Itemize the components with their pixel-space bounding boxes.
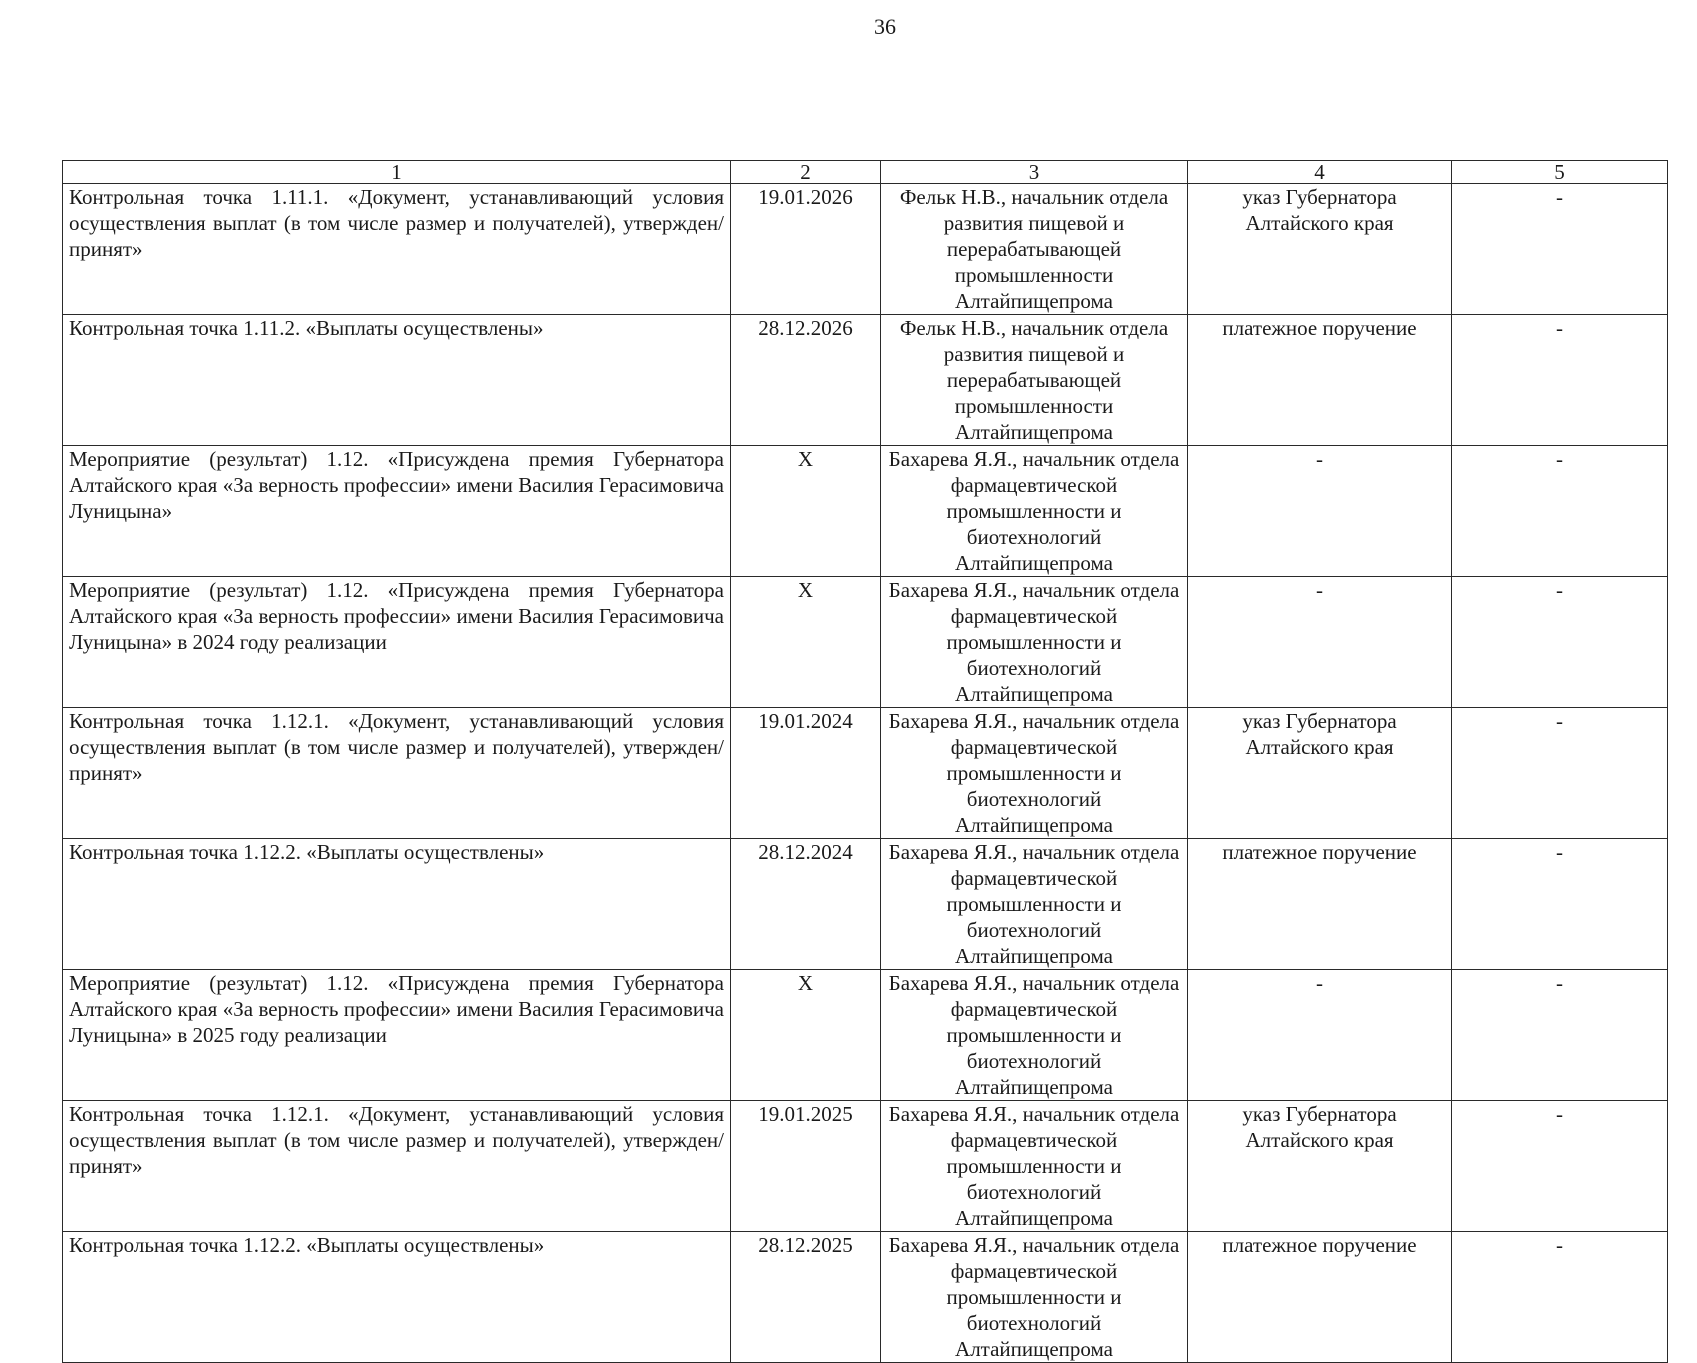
responsible-cell: Бахарева Я.Я., начальник отдела фармацевтической промышленности и биотехнологий Алтайпищепрома bbox=[881, 970, 1188, 1101]
date-cell: 28.12.2026 bbox=[731, 315, 881, 446]
responsible-cell: Бахарева Я.Я., начальник отдела фармацевтической промышленности и биотехнологий Алтайпищепрома bbox=[881, 1232, 1188, 1363]
column-number-5: 5 bbox=[1452, 161, 1668, 184]
event-name-cell: Контрольная точка 1.12.1. «Документ, устанавливающий условия осуществления выплат (в том числе размер и получателей), утвержден/принят» bbox=[63, 1101, 731, 1232]
document-cell: платежное поручение bbox=[1188, 839, 1452, 970]
table-row bbox=[63, 708, 1668, 839]
event-name-cell: Контрольная точка 1.12.2. «Выплаты осуществлены» bbox=[63, 839, 731, 970]
document-cell: - bbox=[1188, 446, 1452, 577]
responsible-cell: Бахарева Я.Я., начальник отдела фармацевтической промышленности и биотехнологий Алтайпищепрома bbox=[881, 446, 1188, 577]
date-cell: 28.12.2025 bbox=[731, 1232, 881, 1363]
table-row bbox=[63, 577, 1668, 708]
column-number-3: 3 bbox=[881, 161, 1188, 184]
control-points-table bbox=[62, 160, 1668, 1363]
document-cell: - bbox=[1188, 577, 1452, 708]
date-cell: 19.01.2024 bbox=[731, 708, 881, 839]
date-cell: X bbox=[731, 446, 881, 577]
date-cell: X bbox=[731, 577, 881, 708]
column-5-cell: - bbox=[1452, 184, 1668, 315]
event-name-cell: Контрольная точка 1.11.2. «Выплаты осуществлены» bbox=[63, 315, 731, 446]
table-row bbox=[63, 1232, 1668, 1363]
date-cell: 28.12.2024 bbox=[731, 839, 881, 970]
table-row bbox=[63, 315, 1668, 446]
responsible-cell: Фельк Н.В., начальник отдела развития пищевой и перерабатывающей промышленности Алтайпищепрома bbox=[881, 184, 1188, 315]
responsible-cell: Бахарева Я.Я., начальник отдела фармацевтической промышленности и биотехнологий Алтайпищепрома bbox=[881, 577, 1188, 708]
column-5-cell: - bbox=[1452, 1101, 1668, 1232]
document-cell: указ Губернатора Алтайского края bbox=[1188, 1101, 1452, 1232]
column-5-cell: - bbox=[1452, 1232, 1668, 1363]
column-5-cell: - bbox=[1452, 839, 1668, 970]
document-cell: платежное поручение bbox=[1188, 315, 1452, 446]
column-5-cell: - bbox=[1452, 708, 1668, 839]
page-number: 36 bbox=[874, 14, 896, 39]
column-number-row bbox=[63, 161, 1668, 184]
column-5-cell: - bbox=[1452, 446, 1668, 577]
event-name-cell: Мероприятие (результат) 1.12. «Присуждена премия Губернатора Алтайского края «За верность профессии» имени Василия Герасимовича Луницына» в 2024 году реализации bbox=[63, 577, 731, 708]
column-5-cell: - bbox=[1452, 970, 1668, 1101]
table-row bbox=[63, 970, 1668, 1101]
event-name-cell: Мероприятие (результат) 1.12. «Присуждена премия Губернатора Алтайского края «За верность профессии» имени Василия Герасимовича Луницына» в 2025 году реализации bbox=[63, 970, 731, 1101]
column-5-cell: - bbox=[1452, 577, 1668, 708]
column-number-1: 1 bbox=[63, 161, 731, 184]
column-number-2: 2 bbox=[731, 161, 881, 184]
responsible-cell: Бахарева Я.Я., начальник отдела фармацевтической промышленности и биотехнологий Алтайпищепрома bbox=[881, 1101, 1188, 1232]
event-name-cell: Контрольная точка 1.12.2. «Выплаты осуществлены» bbox=[63, 1232, 731, 1363]
column-number-4: 4 bbox=[1188, 161, 1452, 184]
document-cell: указ Губернатора Алтайского края bbox=[1188, 184, 1452, 315]
document-cell: - bbox=[1188, 970, 1452, 1101]
responsible-cell: Бахарева Я.Я., начальник отдела фармацевтической промышленности и биотехнологий Алтайпищепрома bbox=[881, 708, 1188, 839]
table-row bbox=[63, 839, 1668, 970]
table-row bbox=[63, 446, 1668, 577]
event-name-cell: Контрольная точка 1.12.1. «Документ, устанавливающий условия осуществления выплат (в том числе размер и получателей), утвержден/принят» bbox=[63, 708, 731, 839]
table-row bbox=[63, 1101, 1668, 1232]
event-name-cell: Контрольная точка 1.11.1. «Документ, устанавливающий условия осуществления выплат (в том числе размер и получателей), утвержден/принят» bbox=[63, 184, 731, 315]
date-cell: 19.01.2025 bbox=[731, 1101, 881, 1232]
responsible-cell: Фельк Н.В., начальник отдела развития пищевой и перерабатывающей промышленности Алтайпищепрома bbox=[881, 315, 1188, 446]
date-cell: 19.01.2026 bbox=[731, 184, 881, 315]
date-cell: X bbox=[731, 970, 881, 1101]
table-row bbox=[63, 184, 1668, 315]
column-5-cell: - bbox=[1452, 315, 1668, 446]
responsible-cell: Бахарева Я.Я., начальник отдела фармацевтической промышленности и биотехнологий Алтайпищепрома bbox=[881, 839, 1188, 970]
document-cell: платежное поручение bbox=[1188, 1232, 1452, 1363]
event-name-cell: Мероприятие (результат) 1.12. «Присуждена премия Губернатора Алтайского края «За верность профессии» имени Василия Герасимовича Луницына» bbox=[63, 446, 731, 577]
document-cell: указ Губернатора Алтайского края bbox=[1188, 708, 1452, 839]
